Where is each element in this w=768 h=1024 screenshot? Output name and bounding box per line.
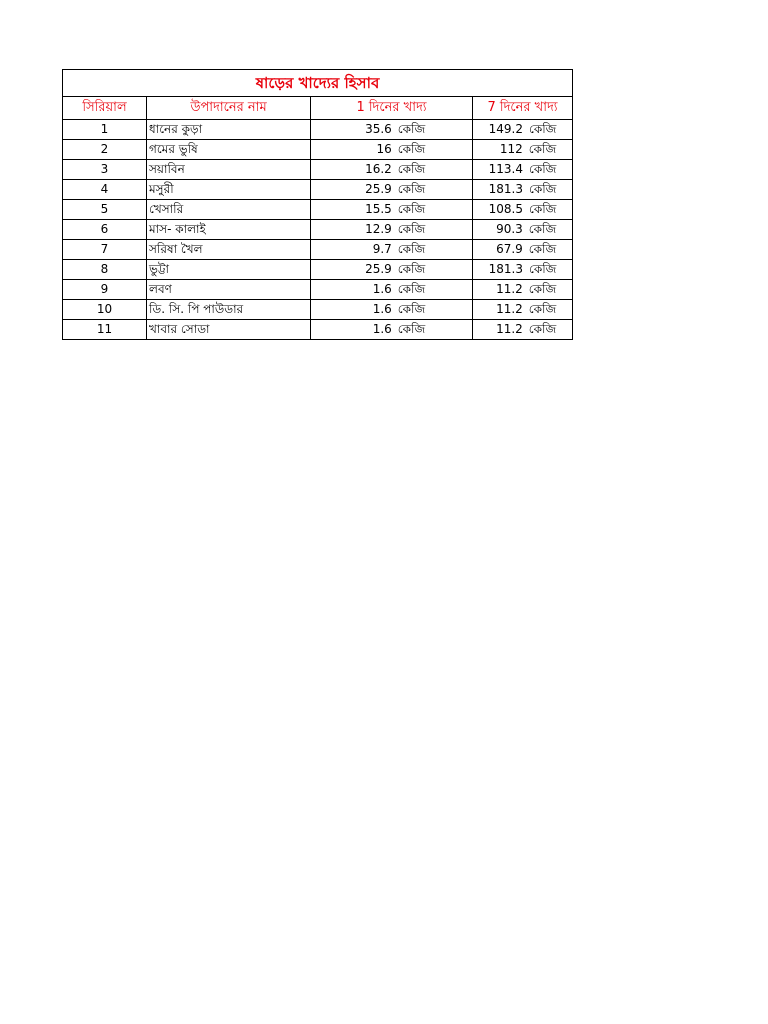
ingredient-name-cell: সরিষা খৈল (147, 240, 311, 260)
header-row (63, 97, 573, 120)
one-day-amount-cell (311, 180, 473, 200)
unit-label: কেজি (397, 142, 426, 156)
serial-cell: 6 (63, 220, 147, 240)
header-seven-day-feed: 7 দিনের খাদ্য (473, 97, 573, 120)
amount-value: 112 (499, 142, 523, 156)
ingredient-name-cell: ডি. সি. পি পাউডার (147, 300, 311, 320)
amount-value: 25.9 (365, 182, 392, 196)
ingredient-name-cell: সয়াবিন (147, 160, 311, 180)
seven-day-amount-cell (473, 180, 573, 200)
table-row (63, 240, 573, 260)
amount-value: 15.5 (365, 202, 392, 216)
serial-cell: 8 (63, 260, 147, 280)
serial-cell: 10 (63, 300, 147, 320)
amount-value: 108.5 (488, 202, 523, 216)
ingredient-name-cell: গমের ভুষি (147, 140, 311, 160)
unit-label: কেজি (397, 182, 426, 196)
amount-value: 181.3 (488, 182, 523, 196)
amount-value: 12.9 (365, 222, 392, 236)
one-day-amount-cell (311, 120, 473, 140)
table-row (63, 160, 573, 180)
seven-day-amount-cell (473, 240, 573, 260)
amount-value: 113.4 (488, 162, 523, 176)
title-row (63, 70, 573, 97)
seven-day-amount-cell (473, 200, 573, 220)
unit-label: কেজি (528, 302, 557, 316)
table-row (63, 180, 573, 200)
unit-label: কেজি (397, 262, 426, 276)
unit-label: কেজি (397, 282, 426, 296)
unit-label: কেজি (397, 322, 426, 336)
one-day-amount-cell (311, 140, 473, 160)
one-day-amount-cell (311, 280, 473, 300)
unit-label: কেজি (397, 302, 426, 316)
unit-label: কেজি (528, 122, 557, 136)
amount-value: 16.2 (365, 162, 392, 176)
unit-label: কেজি (528, 182, 557, 196)
serial-cell: 7 (63, 240, 147, 260)
amount-value: 16 (376, 142, 392, 156)
amount-value: 1.6 (372, 302, 392, 316)
table-row (63, 120, 573, 140)
serial-cell: 2 (63, 140, 147, 160)
amount-value: 149.2 (488, 122, 523, 136)
unit-label: কেজি (397, 242, 426, 256)
one-day-amount-cell (311, 200, 473, 220)
header-one-day-feed: 1 দিনের খাদ্য (311, 97, 473, 120)
header-ingredient-name: উপাদানের নাম (147, 97, 311, 120)
unit-label: কেজি (528, 202, 557, 216)
unit-label: কেজি (397, 202, 426, 216)
ingredient-name-cell: ভুট্টা (147, 260, 311, 280)
serial-cell: 9 (63, 280, 147, 300)
unit-label: কেজি (528, 222, 557, 236)
unit-label: কেজি (397, 122, 426, 136)
unit-label: কেজি (528, 242, 557, 256)
one-day-amount-cell (311, 160, 473, 180)
unit-label: কেজি (528, 142, 557, 156)
amount-value: 1.6 (372, 322, 392, 336)
seven-day-amount-cell (473, 160, 573, 180)
ingredient-name-cell: মসুরী (147, 180, 311, 200)
ingredient-name-cell: খাবার সোডা (147, 320, 311, 340)
ingredient-name-cell: খেসারি (147, 200, 311, 220)
serial-cell: 11 (63, 320, 147, 340)
amount-value: 90.3 (496, 222, 523, 236)
table-row (63, 320, 573, 340)
amount-value: 9.7 (372, 242, 392, 256)
amount-value: 11.2 (496, 302, 523, 316)
serial-cell: 4 (63, 180, 147, 200)
serial-cell: 1 (63, 120, 147, 140)
table-row (63, 140, 573, 160)
amount-value: 1.6 (372, 282, 392, 296)
unit-label: কেজি (528, 262, 557, 276)
seven-day-amount-cell (473, 320, 573, 340)
table-row (63, 260, 573, 280)
table-row (63, 300, 573, 320)
one-day-amount-cell (311, 260, 473, 280)
seven-day-amount-cell (473, 260, 573, 280)
table-title: ষাড়ের খাদ্যের হিসাব (63, 70, 573, 97)
unit-label: কেজি (528, 162, 557, 176)
unit-label: কেজি (528, 282, 557, 296)
amount-value: 35.6 (365, 122, 392, 136)
ingredient-name-cell: লবণ (147, 280, 311, 300)
amount-value: 67.9 (496, 242, 523, 256)
one-day-amount-cell (311, 300, 473, 320)
feed-table (62, 69, 573, 340)
unit-label: কেজি (528, 322, 557, 336)
unit-label: কেজি (397, 162, 426, 176)
seven-day-amount-cell (473, 300, 573, 320)
ingredient-name-cell: মাস- কালাই (147, 220, 311, 240)
amount-value: 25.9 (365, 262, 392, 276)
seven-day-amount-cell (473, 140, 573, 160)
header-serial: সিরিয়াল (63, 97, 147, 120)
table-row (63, 280, 573, 300)
amount-value: 11.2 (496, 282, 523, 296)
one-day-amount-cell (311, 220, 473, 240)
table-row (63, 200, 573, 220)
serial-cell: 5 (63, 200, 147, 220)
seven-day-amount-cell (473, 280, 573, 300)
ingredient-name-cell: ধানের কুড়া (147, 120, 311, 140)
amount-value: 181.3 (488, 262, 523, 276)
seven-day-amount-cell (473, 220, 573, 240)
amount-value: 11.2 (496, 322, 523, 336)
unit-label: কেজি (397, 222, 426, 236)
seven-day-amount-cell (473, 120, 573, 140)
one-day-amount-cell (311, 240, 473, 260)
one-day-amount-cell (311, 320, 473, 340)
table-row (63, 220, 573, 240)
serial-cell: 3 (63, 160, 147, 180)
